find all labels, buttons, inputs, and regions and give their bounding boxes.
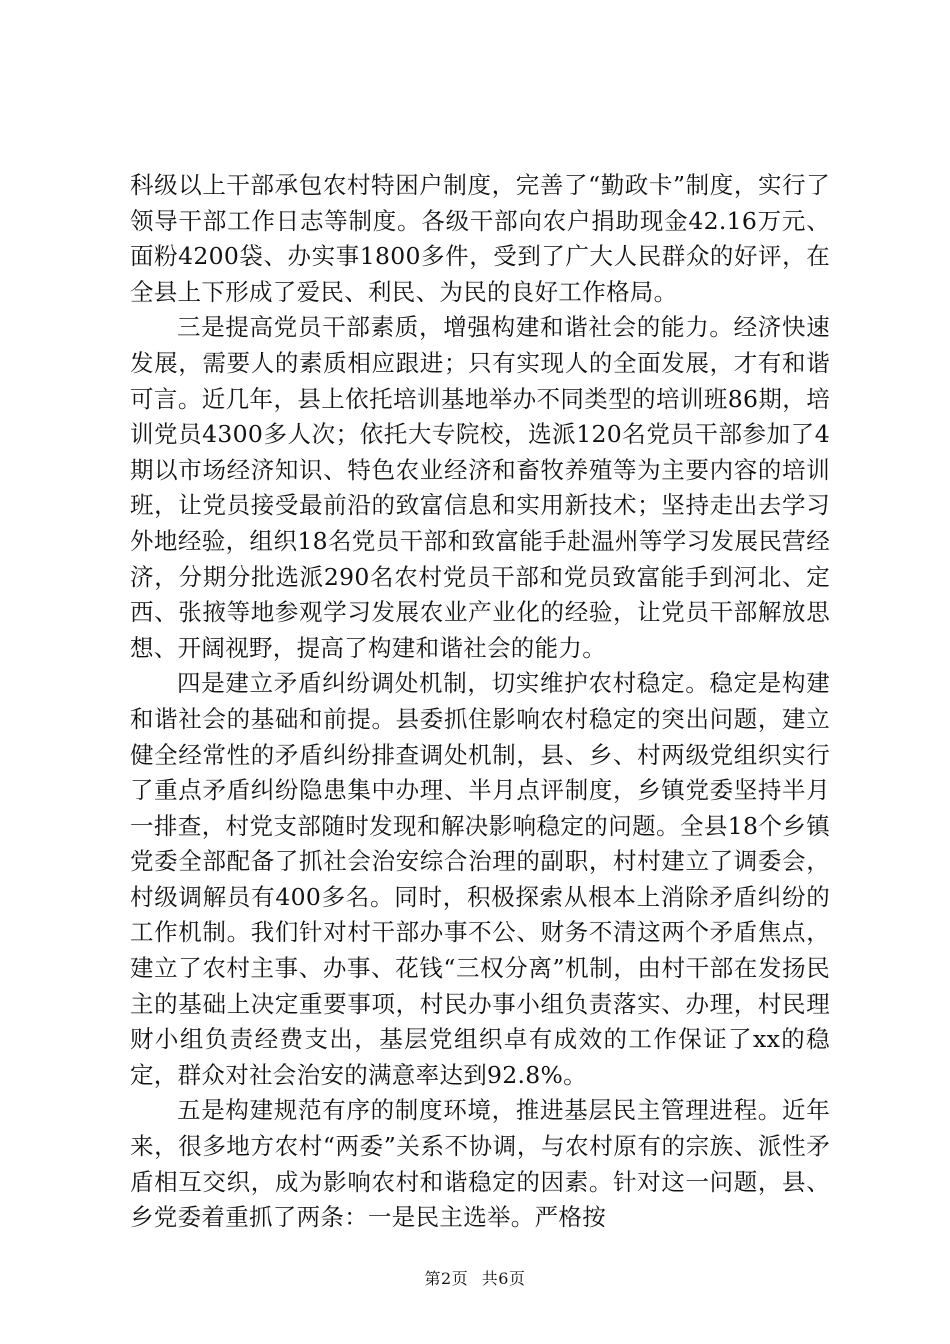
paragraph-3: 四是建立矛盾纠纷调处机制，切实维护农村稳定。稳定是构建和谐社会的基础和前提。县委抓住影响农村稳定的突出问题，建立健全经常性的矛盾纠纷排查调处机制，县、乡、村两级党组织实行了重点矛盾纠纷隐患集中办理、半月点评制度，乡镇党委坚持半月一排查，村党支部随时发现和解决影响稳定的问题。全县18个乡镇党委全部配备了抓社会治安综合治理的副职，村村建立了调委会，村级调解员有400多名。同时，积极探索从根本上消除矛盾纠纷的工作机制。我们针对村干部办事不公、财务不清这两个矛盾焦点，建立了农村主事、办事、花钱“三权分离”机制，由村干部在发扬民主的基础上决定重要事项，村民办事小组负责落实、办理，村民理财小组负责经费支出，基层党组织卓有成效的工作保证了xx的稳定，群众对社会治安的满意率达到92.8%。 <box>130 669 830 1089</box>
page-total: 共6页 <box>481 1269 526 1288</box>
paragraph-4: 五是构建规范有序的制度环境，推进基层民主管理进程。近年来，很多地方农村“两委”关系不协调，与农村原有的宗族、派性矛盾相互交织，成为影响农村和谐稳定的因素。针对这一问题，县、乡党委着重抓了两条：一是民主选举。严格按 <box>130 1096 830 1232</box>
paragraph-2: 三是提高党员干部素质，增强构建和谐社会的能力。经济快速发展，需要人的素质相应跟进；只有实现人的全面发展，才有和谐可言。近几年，县上依托培训基地举办不同类型的培训班86期，培训党员4300多人次；依托大专院校，选派120名党员干部参加了4期以市场经济知识、特色农业经济和畜牧养殖等为主要内容的培训班，让党员接受最前沿的致富信息和实用新技术；坚持走出去学习外地经验，组织18名党员干部和致富能手赴温州等学习发展民营经济，分期分批选派290名农村党员干部和党员致富能手到河北、定西、张掖等地参观学习发展农业产业化的经验，让党员干部解放思想、开阔视野，提高了构建和谐社会的能力。 <box>130 313 830 662</box>
page-number: 第2页 <box>424 1269 469 1288</box>
document-body <box>130 168 830 1236</box>
paragraph-1: 科级以上干部承包农村特困户制度，完善了“勤政卡”制度，实行了领导干部工作日志等制度。各级干部向农户捐助现金42.16万元、面粉4200袋、办实事1800多件，受到了广大人民群众的好评，在全县上下形成了爱民、利民、为民的良好工作格局。 <box>130 171 830 306</box>
page-footer <box>0 1266 950 1289</box>
